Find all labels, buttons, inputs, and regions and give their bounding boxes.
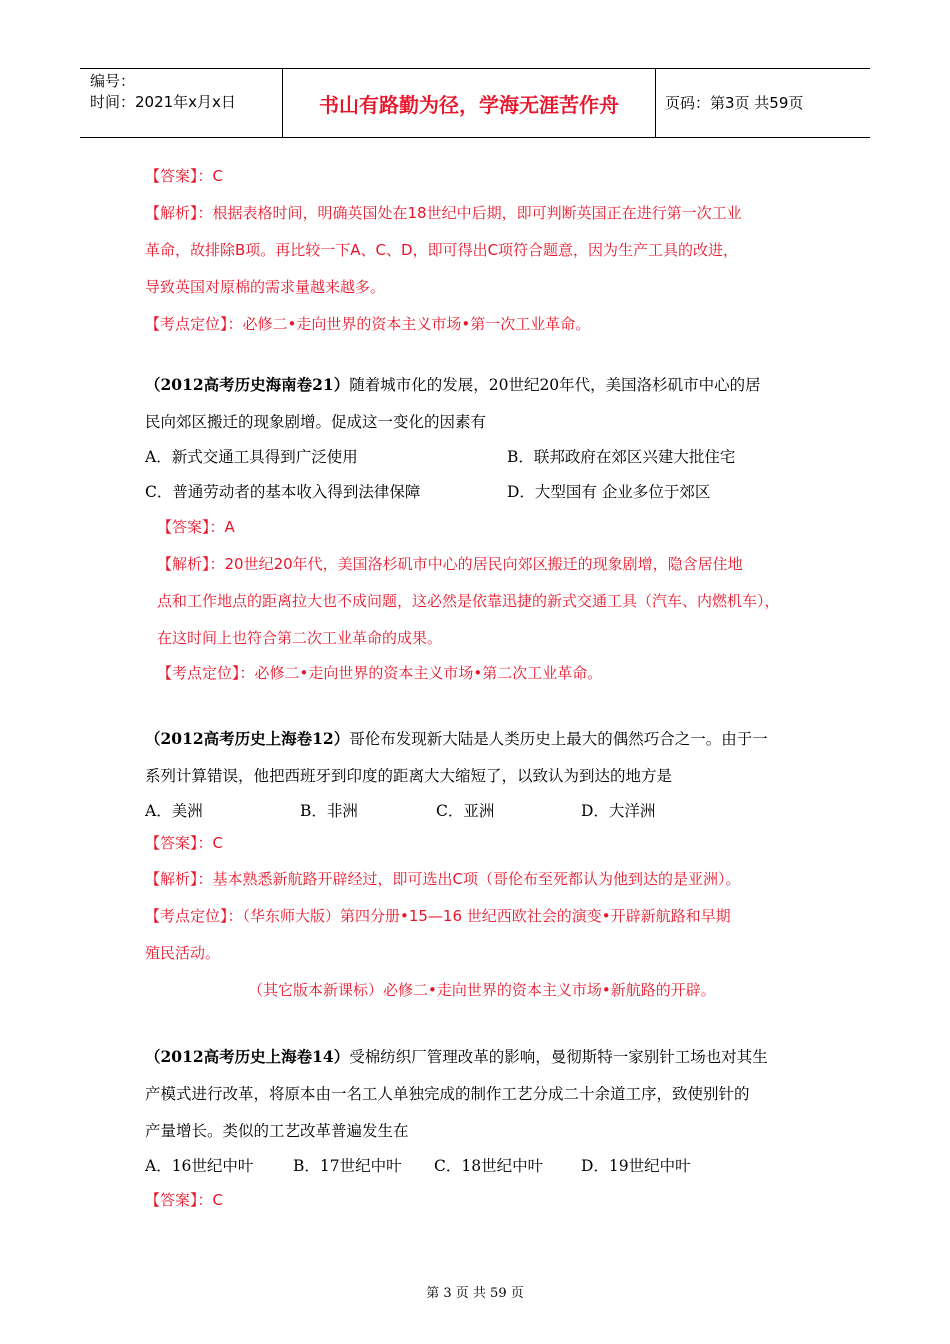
date-label: 时间：2021年x月x日 — [90, 93, 236, 111]
page-header — [80, 68, 870, 138]
question-text: 随着城市化的发展，20世纪20年代，美国洛杉矶市中心的居 — [349, 376, 761, 394]
answer-line: 【答案】：C — [145, 1191, 223, 1209]
question-text: 产模式进行改革，将原本由一名工人单独完成的制作工艺分成二十余道工序，致使别针的 — [145, 1085, 750, 1103]
question-text: 受棉纺织厂管理改革的影响，曼彻斯特一家别针工场也对其生 — [349, 1048, 768, 1066]
analysis-line: 【解析】：20世纪20年代，美国洛杉矶市中心的居民向郊区搬迁的现象剧增，隐含居住地 — [157, 555, 743, 573]
question-source: （2012高考历史上海卷12） — [145, 729, 350, 748]
option-a: A．新式交通工具得到广泛使用 — [145, 448, 358, 466]
analysis-line: 革命，故排除B项。再比较一下A、C、D，即可得出C项符合题意，因为生产工具的改进， — [145, 241, 739, 259]
option-a: A．美洲 — [145, 802, 203, 820]
answer-line: 【答案】：C — [145, 167, 223, 185]
location-line: 【考点定位】：（华东师大版）第四分册•15—16 世纪西欧社会的演变•开辟新航路和早期 — [145, 907, 731, 925]
location-line: 殖民活动。 — [145, 944, 221, 962]
question-stem — [145, 1045, 768, 1067]
header-motto: 书山有路勤为径，学海无涯苦作舟 — [319, 93, 619, 117]
answer-line: 【答案】：C — [145, 834, 223, 852]
question-text: 产量增长。类似的工艺改革普遍发生在 — [145, 1122, 409, 1140]
question-source: （2012高考历史上海卷14） — [145, 1047, 350, 1066]
analysis-line: 【解析】：根据表格时间，明确英国处在18世纪中后期，即可判断英国正在进行第一次工业 — [145, 204, 742, 222]
option-a: A．16世纪中叶 — [145, 1157, 254, 1175]
option-b: B．17世纪中叶 — [293, 1157, 402, 1175]
option-b: B．联邦政府在郊区兴建大批住宅 — [507, 448, 736, 466]
question-stem — [145, 727, 768, 749]
analysis-line: 【解析】：基本熟悉新航路开辟经过，即可选出C项（哥伦布至死都认为他到达的是亚洲）。 — [145, 870, 741, 888]
serial-label: 编号： — [90, 72, 136, 90]
answer-line: 【答案】：A — [157, 518, 235, 536]
question-text: 民向郊区搬迁的现象剧增。促成这一变化的因素有 — [145, 413, 487, 431]
analysis-line: 点和工作地点的距离拉大也不成问题，这必然是依靠迅捷的新式交通工具（汽车、内燃机车）， — [157, 592, 780, 610]
header-divider — [655, 69, 656, 137]
option-c: C．18世纪中叶 — [434, 1157, 544, 1175]
option-c: C．亚洲 — [436, 802, 495, 820]
option-c: C．普通劳动者的基本收入得到法律保障 — [145, 483, 421, 501]
question-source: （2012高考历史海南卷21） — [145, 375, 350, 394]
question-stem — [145, 373, 761, 395]
question-text: 系列计算错误，他把西班牙到印度的距离大大缩短了，以致认为到达的地方是 — [145, 767, 673, 785]
analysis-line: 在这时间上也符合第二次工业革命的成果。 — [157, 629, 443, 647]
location-line: （其它版本新课标）必修二•走向世界的资本主义市场•新航路的开辟。 — [248, 981, 716, 999]
analysis-line: 导致英国对原棉的需求量越来越多。 — [145, 278, 386, 296]
header-page-label: 页码：第3页 共59页 — [665, 94, 804, 112]
location-line: 【考点定位】：必修二•走向世界的资本主义市场•第二次工业革命。 — [157, 664, 603, 682]
header-meta — [90, 71, 236, 113]
location-line: 【考点定位】：必修二•走向世界的资本主义市场•第一次工业革命。 — [145, 315, 591, 333]
page-footer: 第 3 页 共 59 页 — [426, 1286, 524, 1301]
question-text: 哥伦布发现新大陆是人类历史上最大的偶然巧合之一。由于一 — [349, 730, 768, 748]
option-d: D．19世纪中叶 — [581, 1157, 691, 1175]
option-d: D．大型国有 企业多位于郊区 — [507, 483, 711, 501]
option-b: B．非洲 — [300, 802, 358, 820]
option-d: D．大洋洲 — [581, 802, 656, 820]
